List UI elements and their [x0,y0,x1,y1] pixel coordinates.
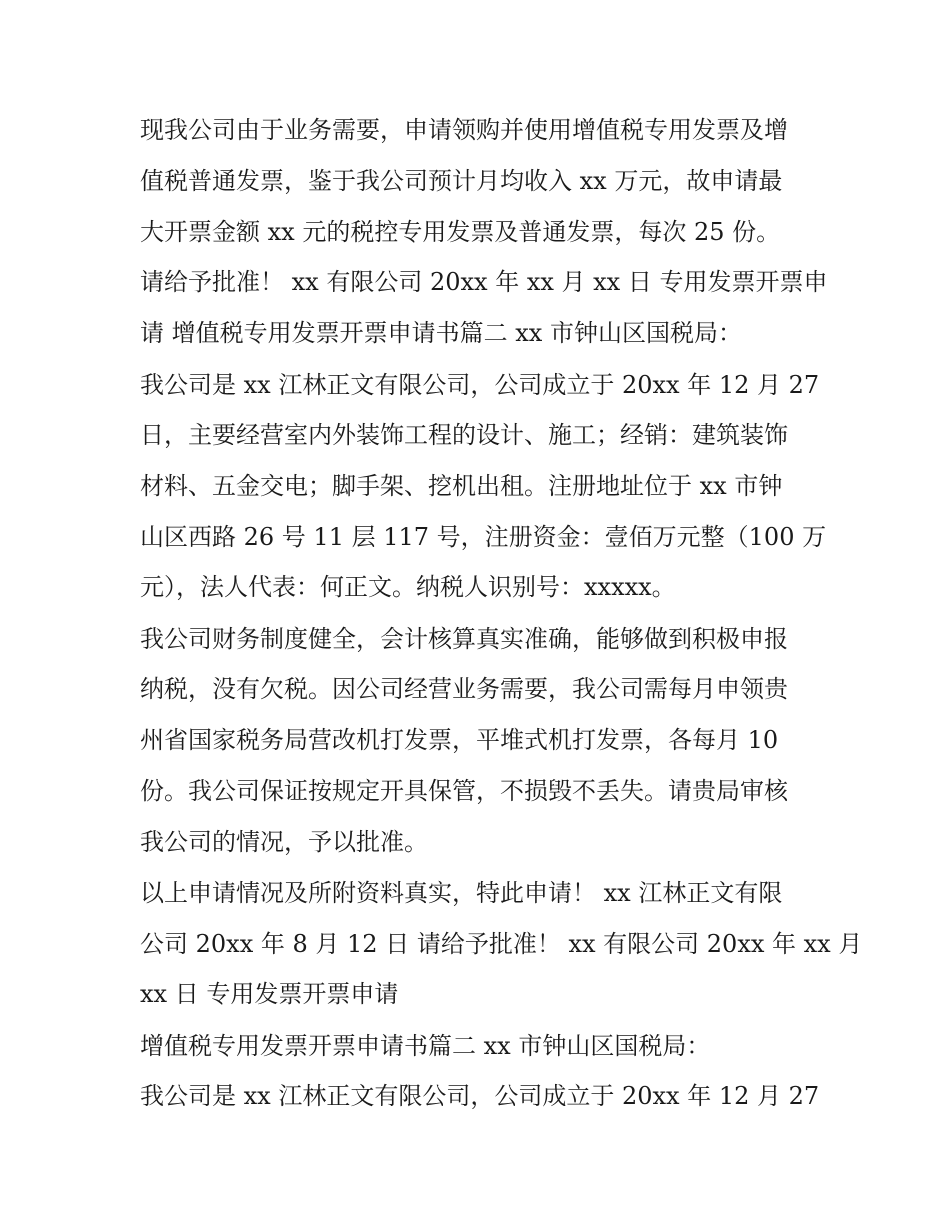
text-line-17: 公司 20xx 年 8 月 12 日 请给予批准！ xx 有限公司 20xx 年 xx 月 [140,930,863,958]
text-line-16: 以上申请情况及所附资料真实，特此申请！ xx 江林正文有限 [140,879,783,907]
text-line-8: 材料、五金交电；脚手架、挖机出租。注册地址位于 xx 市钟 [140,472,783,500]
text-line-19: 增值税专用发票开票申请书篇二 xx 市钟山区国税局： [140,1032,711,1060]
text-line-3: 大开票金额 xx 元的税控专用发票及普通发票，每次 25 份。 [140,218,781,246]
text-line-4: 请给予批准！ xx 有限公司 20xx 年 xx 月 xx 日 专用发票开票申 [140,268,828,296]
text-line-14: 份。我公司保证按规定开具保管，不损毁不丢失。请贵局审核 [140,777,788,805]
text-line-20: 我公司是 xx 江林正文有限公司，公司成立于 20xx 年 12 月 27 [140,1082,820,1110]
text-line-2: 值税普通发票，鉴于我公司预计月均收入 xx 万元，故申请最 [140,167,783,195]
text-line-13: 州省国家税务局营改机打发票，平堆式机打发票，各每月 10 [140,726,779,754]
text-line-10: 元），法人代表：何正文。纳税人识别号：xxxxx。 [140,573,676,601]
text-line-15: 我公司的情况，予以批准。 [140,828,428,856]
text-line-18: xx 日 专用发票开票申请 [140,980,399,1008]
text-line-11: 我公司财务制度健全，会计核算真实准确，能够做到积极申报 [140,625,788,653]
text-line-7: 日，主要经营室内外装饰工程的设计、施工；经销：建筑装饰 [140,421,788,449]
text-line-5: 请 增值税专用发票开票申请书篇二 xx 市钟山区国税局： [140,319,742,347]
text-line-12: 纳税，没有欠税。因公司经营业务需要，我公司需每月申领贵 [140,675,788,703]
text-line-1: 现我公司由于业务需要，申请领购并使用增值税专用发票及增 [140,116,788,144]
text-line-9: 山区西路 26 号 11 层 117 号，注册资金：壹佰万元整（100 万 [140,523,827,551]
text-line-6: 我公司是 xx 江林正文有限公司，公司成立于 20xx 年 12 月 27 [140,371,820,399]
